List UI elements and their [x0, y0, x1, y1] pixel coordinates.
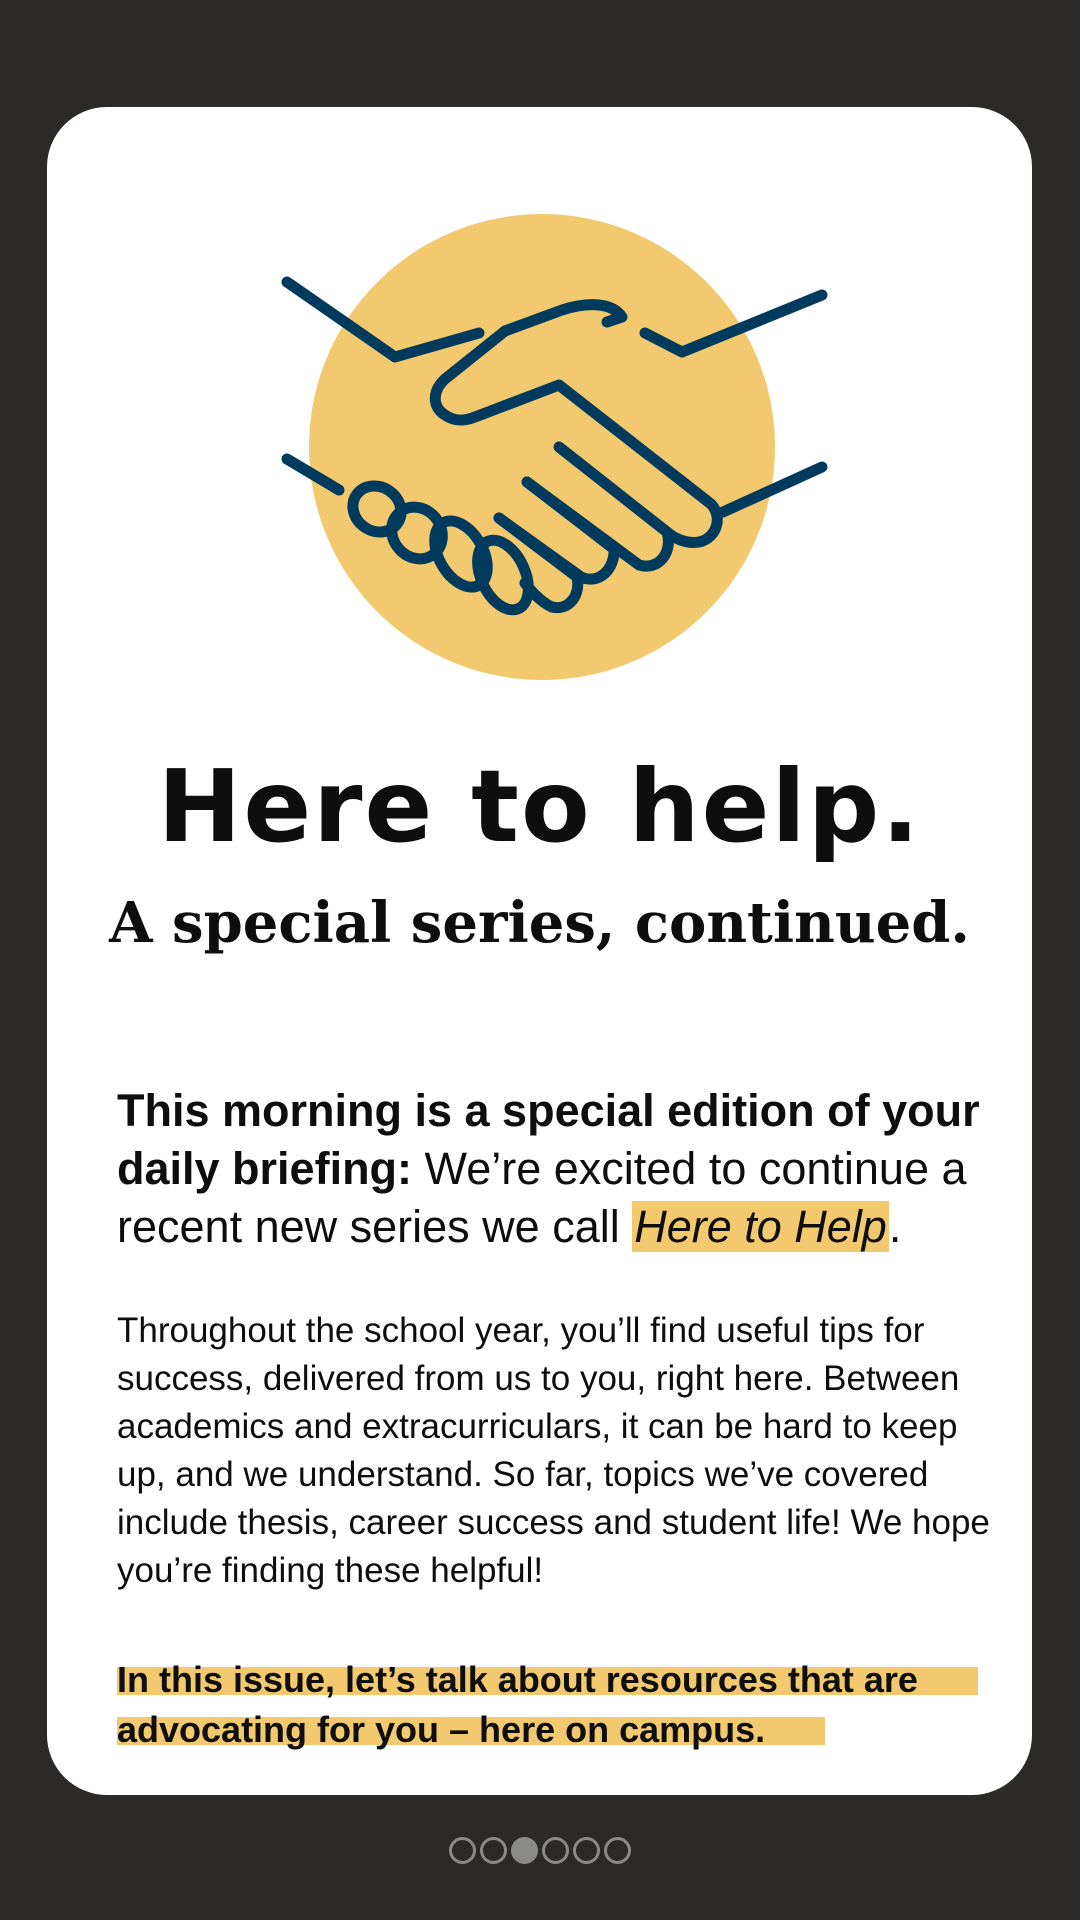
callout-paragraph [117, 1655, 977, 1755]
lead-paragraph [117, 1082, 997, 1256]
page-dot-1[interactable] [449, 1837, 476, 1864]
story-card [47, 107, 1032, 1795]
page-dot-3-active[interactable] [511, 1837, 538, 1864]
page-dot-2[interactable] [480, 1837, 507, 1864]
lead-bold-text: This morning is a special edition of your daily briefing: [117, 1085, 980, 1194]
pagination-dots [47, 1837, 1032, 1864]
lead-text: We’re excited to continue a recent new series we call [117, 1143, 967, 1252]
handshake-icon [47, 107, 1032, 707]
page-subtitle: A special series, continued. [109, 890, 970, 956]
page-dot-4[interactable] [542, 1837, 569, 1864]
page-title: Here to help. [157, 748, 922, 865]
page-dot-6[interactable] [604, 1837, 631, 1864]
page-dot-5[interactable] [573, 1837, 600, 1864]
series-name-highlight: Here to Help [634, 1201, 887, 1252]
lead-end: . [888, 1201, 902, 1252]
callout-highlight: In this issue, let’s talk about resources that are advocating for you – here on campus. [117, 1659, 978, 1750]
body-paragraph: Throughout the school year, you’ll find useful tips for success, delivered from us to you, right here. Between academics and extracurriculars, it can be hard to keep up, and we understand. So far, topics we’ve covered include thesis, career success and student life! We hope you’re finding these helpful! [117, 1311, 990, 1590]
